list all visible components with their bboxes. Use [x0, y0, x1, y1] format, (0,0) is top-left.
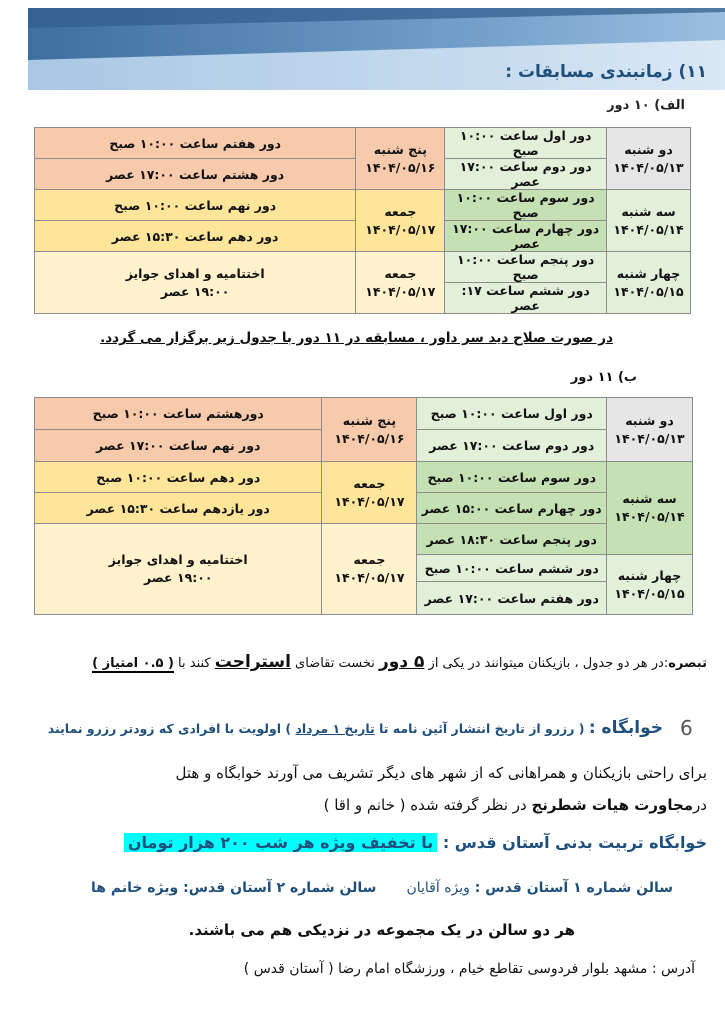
table-a-day4-round2: دور هشتم ساعت ۱۷:۰۰ عصر [35, 159, 356, 190]
hall-1-label: سالن شماره ۱ آستان قدس : [469, 880, 673, 896]
tabsere-points: ( ۰.۵ امتیاز ) [92, 656, 174, 671]
tabsere-rest-word: استراحت [214, 652, 291, 672]
table-b-day1-round1: دور اول ساعت ۱۰:۰۰ صبح [417, 398, 607, 430]
dormitory-deadline: تاریخ ۱ مرداد [295, 721, 375, 736]
para2-bold: مجاورت هیات شطرنج [531, 796, 694, 814]
table-a-day1: دو شنبه ۱۴۰۴/۰۵/۱۳ [607, 128, 691, 190]
table-b-day2-round3: دور پنجم ساعت ۱۸:۳۰ عصر [417, 524, 607, 555]
table-b-day6: جمعه ۱۴۰۴/۰۵/۱۷ [322, 524, 417, 615]
table-b-day3-round1: دور ششم ساعت ۱۰:۰۰ صبح [417, 555, 607, 582]
hall-2-label: سالن شماره ۲ آستان قدس: [178, 880, 377, 896]
tabsere-label: تبصره [668, 656, 707, 671]
table-a-day2: سه شنبه ۱۴۰۴/۰۵/۱۴ [607, 190, 691, 252]
discount-highlight: با تخفیف ویژه هر شب ۲۰۰ هزار تومان [124, 833, 437, 852]
table-b-day2-round1: دور سوم ساعت ۱۰:۰۰ صبح [417, 462, 607, 493]
section-title: ۱۱) زمانبندی مسابقات : [505, 62, 707, 82]
table-a-day5-round2: دور دهم ساعت ۱۵:۳۰ عصر [35, 221, 356, 252]
table-b-day4-round1: دورهشتم ساعت ۱۰:۰۰ صبح [35, 398, 322, 430]
para2-text-1: در [693, 796, 707, 814]
table-a-day1-round1: دور اول ساعت ۱۰:۰۰ صبح [445, 128, 607, 159]
accommodation-paragraph-1: برای راحتی بازیکنان و همراهانی که از شهر های دیگر تشریف می آورند خوابگاه و هتل [175, 764, 707, 782]
hall-1-type: ویژه آقایان [406, 880, 470, 896]
schedule-table-b [34, 397, 693, 615]
table-a-day6: جمعه ۱۴۰۴/۰۵/۱۷ [356, 252, 445, 314]
table-b-day4: پنج شنبه ۱۴۰۴/۰۵/۱۶ [322, 398, 417, 462]
dormitory-heading [48, 718, 663, 738]
halls-line [91, 880, 673, 896]
table-b-day3: چهار شنبه ۱۴۰۴/۰۵/۱۵ [607, 555, 693, 615]
table-b-day5-round1: دور دهم ساعت ۱۰:۰۰ صبح [35, 462, 322, 493]
tabsere-text-1: :در هر دو جدول ، بازیکنان میتوانند در یکی از [424, 656, 669, 671]
table-a-day1-round2: دور دوم ساعت ۱۷:۰۰ عصر [445, 159, 607, 190]
table-b-subtitle: ب) ۱۱ دور [570, 370, 637, 385]
address: آدرس : مشهد بلوار فردوسی تقاطع خیام ، ورزشگاه امام رضا ( آستان قدس ) [243, 961, 695, 977]
table-b-day5-round2: دور یازدهم ساعت ۱۵:۳۰ عصر [35, 493, 322, 524]
table-a-subtitle: الف) ۱۰ دور [607, 98, 685, 113]
table-a-day5-round1: دور نهم ساعت ۱۰:۰۰ صبح [35, 190, 356, 221]
table-a-day2-round1: دور سوم ساعت ۱۰:۰۰ صبح [445, 190, 607, 221]
table-a-day4-round1: دور هفتم ساعت ۱۰:۰۰ صبح [35, 128, 356, 159]
section-number: 6 [680, 716, 693, 740]
table-b-closing: اختتامیه و اهدای جوایز ۱۹:۰۰ عصر [35, 524, 322, 615]
table-b-day1-round2: دور دوم ساعت ۱۷:۰۰ عصر [417, 430, 607, 462]
halls-note: هر دو سالن در یک مجموعه در نزدیکی هم می باشند. [188, 921, 575, 939]
table-b-day2-round2: دور چهارم ساعت ۱۵:۰۰ عصر [417, 493, 607, 524]
table-b-day3-round2: دور هفتم ساعت ۱۷:۰۰ عصر [417, 582, 607, 615]
dormitory-name: خوابگاه تربیت بدنی آستان قدس : [437, 833, 707, 852]
tabsere-text-2: نخست تقاضای [290, 656, 380, 671]
tabsere-rounds: ۵ دور [379, 652, 425, 672]
table-a-day3-round2: دور ششم ساعت ۱۷: عصر [445, 283, 607, 314]
hall-2-type: ویژه خانم ها [91, 880, 179, 896]
schedule-table-a [34, 127, 691, 314]
dormitory-label: خوابگاه : [588, 718, 663, 738]
table-a-closing: اختتامیه و اهدای جوایز ۱۹:۰۰ عصر [35, 252, 356, 314]
table-b-day4-round2: دور نهم ساعت ۱۷:۰۰ عصر [35, 430, 322, 462]
dormitory-offer [124, 833, 707, 852]
accommodation-paragraph-2 [324, 796, 707, 814]
para2-text-2: در نظر گرفته شده ( خانم و اقا ) [323, 796, 532, 814]
note-11-rounds: در صورت صلاح دید سر داور ، مسابقه در ۱۱ دور با جدول زیر برگزار می گردد. [100, 330, 613, 346]
table-b-day2: سه شنبه ۱۴۰۴/۰۵/۱۴ [607, 462, 693, 555]
table-a-day5: جمعه ۱۴۰۴/۰۵/۱۷ [356, 190, 445, 252]
dormitory-text-2: ) اولویت با افرادی که زودتر رزرو نمایند [47, 721, 296, 736]
table-b-day5: جمعه ۱۴۰۴/۰۵/۱۷ [322, 462, 417, 524]
dormitory-text-1: ( رزرو از تاریخ انتشار آئین نامه تا [374, 721, 589, 736]
table-a-day2-round2: دور چهارم ساعت ۱۷:۰۰ عصر [445, 221, 607, 252]
table-a-day3-round1: دور پنجم ساعت ۱۰:۰۰ صبح [445, 252, 607, 283]
table-b-day1: دو شنبه ۱۴۰۴/۰۵/۱۳ [607, 398, 693, 462]
table-a-day4: پنج شنبه ۱۴۰۴/۰۵/۱۶ [356, 128, 445, 190]
table-a-day3: چهار شنبه ۱۴۰۴/۰۵/۱۵ [607, 252, 691, 314]
tabsere-text-3: کنند با [173, 656, 215, 671]
tabsere-note [92, 652, 707, 672]
